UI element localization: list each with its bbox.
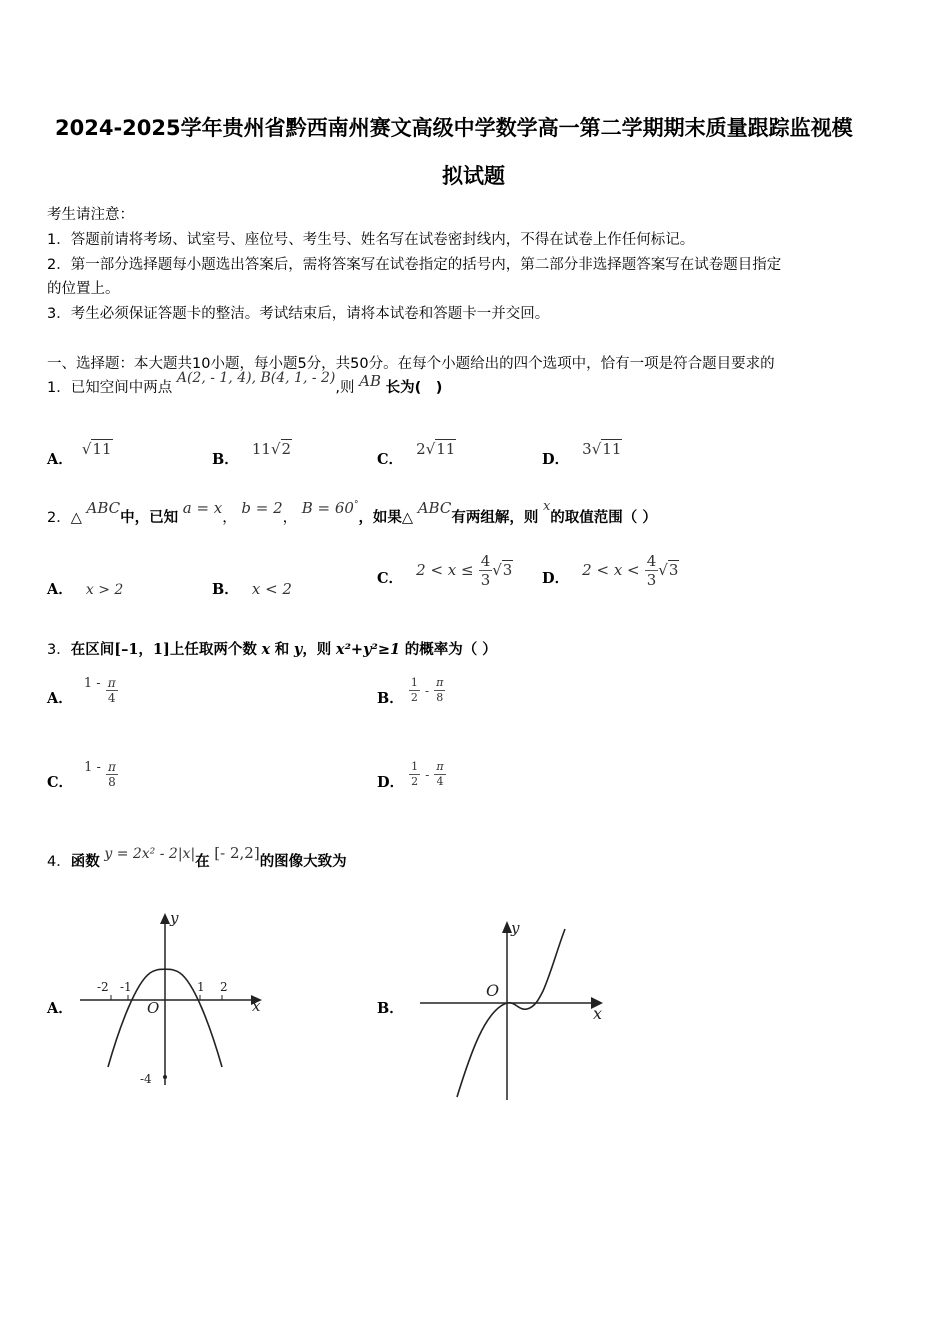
- frac-num: π: [108, 760, 116, 774]
- question-2: [47, 499, 657, 527]
- q3-option-b[interactable]: [377, 676, 445, 705]
- option-label: A．: [47, 690, 73, 707]
- section-heading: 一、选择题：本大题共10小题，每小题5分，共50分。在每个小题给出的四个选项中，恰有一项是符合题目要求的: [47, 356, 775, 372]
- question-1-text-end: 长为( ): [385, 380, 443, 396]
- option-label: A．: [47, 451, 73, 468]
- question-1-ab: AB: [359, 372, 381, 390]
- question-4-text: 的图像大致为: [259, 854, 347, 870]
- y-var: y: [293, 641, 303, 658]
- frac-den: 8: [436, 691, 444, 704]
- q1-option-a[interactable]: [47, 438, 113, 468]
- interval: [- 2,2]: [214, 844, 260, 862]
- x-axis-label: x: [593, 1004, 603, 1023]
- frac-num: 1: [411, 760, 419, 773]
- q2-option-b-expr: x < 2: [251, 580, 292, 598]
- tick-label: -2: [97, 980, 109, 994]
- abc: ABC: [86, 499, 121, 517]
- option-label: C．: [377, 451, 404, 468]
- q1-option-b[interactable]: [212, 438, 292, 468]
- q3-option-a[interactable]: [47, 676, 118, 705]
- option-label: D．: [542, 570, 570, 587]
- tick-label: 1: [197, 980, 205, 994]
- option-label: B．: [212, 581, 239, 598]
- minus: -: [425, 768, 430, 782]
- cond-angle-b: B = 60: [301, 499, 354, 517]
- y-axis-label: y: [170, 909, 179, 927]
- y-axis-label: y: [511, 919, 520, 937]
- frac-num: 1: [410, 676, 418, 689]
- frac-num: π: [436, 760, 444, 773]
- question-3-text: 上任取两个数: [169, 642, 257, 658]
- frac-num: π: [107, 676, 116, 690]
- frac-den: 4: [436, 775, 444, 788]
- q1-option-b-expr: 11√2: [251, 440, 292, 458]
- frac-den: 2: [411, 775, 419, 788]
- degree: °: [353, 500, 359, 510]
- option-label: B．: [377, 1000, 404, 1017]
- x-var: x: [261, 641, 271, 658]
- q1-option-a-expr: √11: [81, 440, 112, 458]
- x-var: x: [542, 499, 551, 514]
- notice-item-1: 1．答题前请将考场、试室号、座位号、考生号、姓名写在试卷密封线内，不得在试卷上作任何标记。: [47, 232, 695, 248]
- option-label: D．: [542, 451, 570, 468]
- comma: ，: [282, 510, 298, 526]
- q2-option-a-expr: x > 2: [85, 582, 124, 598]
- question-4-text: 函数: [70, 854, 100, 870]
- q1-option-d[interactable]: [542, 438, 622, 468]
- question-4-text: 在: [195, 854, 210, 870]
- q2-option-b[interactable]: [212, 578, 292, 599]
- comma: ，: [222, 510, 237, 526]
- frac-den: 3: [480, 571, 491, 589]
- question-1-points: A(2, - 1, 4), B(4, 1, - 2): [176, 370, 336, 386]
- q2-option-d[interactable]: D． 2 < x < $\frac{4}{3}$ √3: [542, 552, 679, 589]
- q2-option-d-left: 2 < x <: [582, 561, 640, 579]
- frac-den: 8: [108, 775, 116, 789]
- triangle-symbol: △: [70, 510, 82, 526]
- graph-b: [415, 915, 615, 1105]
- question-3-text: 和: [274, 642, 290, 658]
- option-label: A．: [47, 1000, 73, 1017]
- q1-option-d-expr: 3√11: [582, 440, 622, 458]
- q4-option-a[interactable]: [47, 997, 73, 1018]
- frac-den: 3: [646, 571, 657, 589]
- lead: 1 -: [84, 760, 101, 775]
- frac-num: π: [436, 676, 444, 689]
- lead: 1 -: [83, 676, 101, 691]
- interval: [–1，1]: [114, 641, 170, 658]
- function-expr: y = 2x² - 2|x|: [104, 846, 196, 862]
- question-4-number: 4．: [47, 854, 71, 870]
- notice-heading: 考生请注意：: [47, 207, 134, 223]
- option-label: C．: [47, 774, 74, 791]
- point-neg4: [163, 1075, 167, 1079]
- option-label: C．: [377, 570, 404, 587]
- question-4: [47, 844, 347, 871]
- origin-label: O: [486, 981, 500, 1000]
- curve-b: [457, 929, 565, 1097]
- question-1: [47, 370, 443, 397]
- frac-den: 2: [410, 691, 418, 704]
- q1-option-c[interactable]: [377, 438, 456, 468]
- x-axis-label: x: [252, 997, 261, 1015]
- frac-num: 4: [646, 552, 657, 570]
- question-3-text: 在区间: [70, 642, 115, 658]
- q3-option-d[interactable]: [377, 760, 446, 789]
- y-axis-arrow-icon: [160, 913, 170, 924]
- notice-item-2: 2．第一部分选择题每小题选出答案后，需将答案写在试卷指定的括号内，第二部分非选择题答案写在试卷题目指定: [47, 257, 782, 273]
- question-3-number: 3．: [47, 642, 71, 658]
- q1-option-c-expr: 2√11: [416, 440, 456, 458]
- question-2-text: 有两组解，则: [451, 510, 539, 526]
- condition: x²+y²≥1: [335, 641, 401, 658]
- question-1-text-mid: ,则: [335, 380, 355, 396]
- radicand: 3: [502, 561, 513, 579]
- question-2-number: 2．: [47, 510, 71, 526]
- question-2-text: 中，已知: [120, 510, 179, 526]
- abc: ABC: [417, 499, 452, 517]
- option-label: D．: [377, 774, 405, 791]
- notice-item-2-cont: 的位置上。: [47, 281, 120, 297]
- frac-num: 4: [480, 552, 491, 570]
- notice-item-3: 3．考生必须保证答题卡的整洁。考试结束后，请将本试卷和答题卡一并交回。: [47, 306, 550, 322]
- cond-a: a = x: [182, 499, 223, 517]
- q4-option-b[interactable]: [377, 997, 404, 1018]
- question-3: [47, 638, 497, 659]
- minus: -: [424, 684, 430, 698]
- q2-option-c-left: 2 < x ≤: [416, 561, 474, 579]
- tick-label: -1: [120, 980, 132, 994]
- graph-a: [70, 905, 270, 1095]
- origin-label: O: [147, 999, 160, 1017]
- q2-option-a[interactable]: [47, 578, 123, 599]
- option-label: B．: [377, 690, 404, 707]
- page-title-line1: 2024-2025学年贵州省黔西南州赛文高级中学数学高一第二学期期末质量跟踪监视模: [55, 116, 853, 140]
- q2-option-c[interactable]: C． 2 < x ≤ $\frac{4}{3}$ √3: [377, 552, 513, 589]
- cond-b: b = 2: [241, 499, 283, 517]
- question-1-text: 已知空间中两点: [70, 380, 173, 396]
- option-label: B．: [212, 451, 239, 468]
- radicand: 3: [668, 561, 679, 579]
- question-1-number: 1．: [47, 380, 71, 396]
- question-3-text: ，则: [302, 642, 332, 658]
- question-2-text: ，如果△: [358, 510, 414, 526]
- neg4-label: -4: [140, 1072, 152, 1086]
- option-label: A．: [47, 581, 73, 598]
- question-3-text: 的概率为（ ）: [404, 642, 497, 658]
- frac-den: 4: [107, 691, 116, 705]
- question-2-text: 的取值范围（ ）: [550, 510, 657, 526]
- page-title-line2: 拟试题: [442, 164, 505, 188]
- tick-label: 2: [220, 980, 228, 994]
- q3-option-c[interactable]: [47, 760, 118, 789]
